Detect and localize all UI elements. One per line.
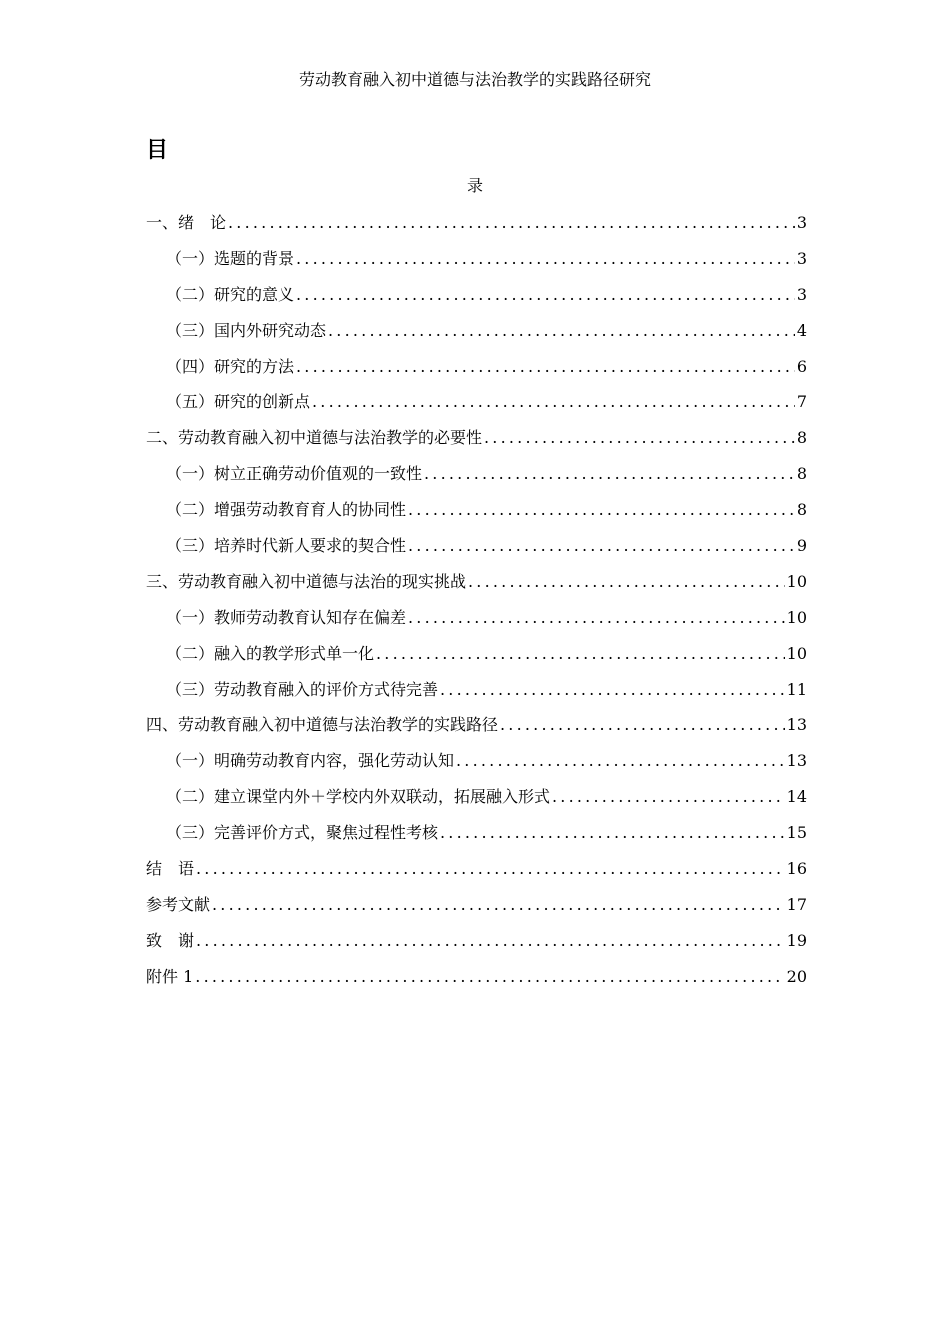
toc-entry[interactable] <box>146 929 807 965</box>
toc-entry[interactable] <box>146 713 807 749</box>
toc-entry-page: 7 <box>796 392 807 412</box>
toc-dot-leader <box>456 749 785 773</box>
toc-dot-leader <box>440 678 785 702</box>
table-of-contents <box>146 211 807 1001</box>
toc-entry-title: （三）培养时代新人要求的契合性 <box>166 536 407 556</box>
toc-dot-leader <box>328 319 795 343</box>
toc-dot-leader <box>500 713 785 737</box>
toc-entry-title: 附件 1 <box>146 966 194 986</box>
toc-dot-leader <box>408 606 785 630</box>
toc-entry-page: 20 <box>786 966 807 986</box>
toc-entry-page: 3 <box>796 284 807 304</box>
toc-entry-page: 9 <box>796 536 807 556</box>
toc-entry-title: （一）选题的背景 <box>166 248 295 268</box>
toc-entry-title: （二）研究的意义 <box>166 284 295 304</box>
toc-dot-leader <box>376 642 785 666</box>
toc-heading-part-1: 目 <box>146 137 169 163</box>
toc-dot-leader <box>408 534 795 558</box>
toc-dot-leader <box>296 355 795 379</box>
toc-entry-title: （三）完善评价方式，聚焦过程性考核 <box>166 823 439 843</box>
toc-entry-page: 14 <box>786 787 807 807</box>
toc-entry-title: 四、劳动教育融入初中道德与法治教学的实践路径 <box>146 715 499 735</box>
toc-entry-page: 8 <box>796 464 807 484</box>
toc-entry[interactable] <box>146 749 807 785</box>
toc-entry-page: 15 <box>786 823 807 843</box>
toc-entry[interactable] <box>146 462 807 498</box>
toc-entry-title: （一）明确劳动教育内容，强化劳动认知 <box>166 751 455 771</box>
toc-entry[interactable] <box>146 426 807 462</box>
toc-entry-page: 19 <box>786 930 807 950</box>
toc-entry-title: （一）教师劳动教育认知存在偏差 <box>166 607 407 627</box>
toc-entry-title: （三）国内外研究动态 <box>166 320 327 340</box>
toc-entry[interactable] <box>146 283 807 319</box>
toc-entry[interactable] <box>146 785 807 821</box>
toc-entry[interactable] <box>146 570 807 606</box>
toc-entry-page: 16 <box>786 859 807 879</box>
toc-entry-page: 3 <box>796 248 807 268</box>
toc-dot-leader <box>228 211 795 235</box>
toc-dot-leader <box>312 390 795 414</box>
toc-entry-title: 结 语 <box>146 859 195 879</box>
toc-entry[interactable] <box>146 642 807 678</box>
toc-entry[interactable] <box>146 355 807 391</box>
toc-entry-title: 二、劳动教育融入初中道德与法治教学的必要性 <box>146 428 483 448</box>
toc-dot-leader <box>212 893 785 917</box>
toc-entry-title: 一、绪 论 <box>146 213 227 232</box>
toc-entry-title: （二）融入的教学形式单一化 <box>166 643 375 663</box>
toc-entry[interactable] <box>146 606 807 642</box>
toc-entry[interactable] <box>146 821 807 857</box>
toc-entry[interactable] <box>146 893 807 929</box>
toc-entry-page: 8 <box>796 500 807 520</box>
toc-entry-page: 17 <box>786 894 807 914</box>
toc-dot-leader <box>424 462 795 486</box>
toc-dot-leader <box>468 570 785 594</box>
toc-entry-page: 11 <box>786 679 807 699</box>
toc-entry[interactable] <box>146 319 807 355</box>
toc-entry[interactable] <box>146 211 807 247</box>
toc-entry-title: （二）建立课堂内外＋学校内外双联动，拓展融入形式 <box>166 787 551 807</box>
toc-dot-leader <box>195 965 784 989</box>
toc-dot-leader <box>196 929 785 953</box>
toc-entry-page: 13 <box>786 751 807 771</box>
toc-entry-title: （一）树立正确劳动价值观的一致性 <box>166 464 423 484</box>
toc-entry[interactable] <box>146 965 807 1001</box>
toc-entry-title: 致 谢 <box>146 930 195 950</box>
toc-dot-leader <box>440 821 785 845</box>
toc-entry-page: 10 <box>786 607 807 627</box>
toc-entry-page: 8 <box>796 428 807 448</box>
toc-dot-leader <box>296 247 795 271</box>
toc-entry-page: 13 <box>786 715 807 735</box>
toc-dot-leader <box>296 283 795 307</box>
running-header: 劳动教育融入初中道德与法治教学的实践路径研究 <box>298 70 651 89</box>
toc-entry[interactable] <box>146 678 807 714</box>
toc-entry-title: （四）研究的方法 <box>166 356 295 376</box>
toc-entry[interactable] <box>146 498 807 534</box>
toc-dot-leader <box>552 785 785 809</box>
toc-entry-page: 10 <box>786 571 807 591</box>
toc-dot-leader <box>196 857 785 881</box>
toc-entry[interactable] <box>146 247 807 283</box>
toc-entry-title: （三）劳动教育融入的评价方式待完善 <box>166 679 439 699</box>
toc-entry-page: 6 <box>796 356 807 376</box>
toc-entry[interactable] <box>146 857 807 893</box>
toc-entry-page: 4 <box>796 320 807 340</box>
toc-dot-leader <box>408 498 795 522</box>
toc-entry[interactable] <box>146 390 807 426</box>
toc-entry-page: 3 <box>796 213 807 232</box>
toc-entry-page: 10 <box>786 643 807 663</box>
toc-entry-title: （五）研究的创新点 <box>166 392 311 412</box>
toc-entry-title: （二）增强劳动教育育人的协同性 <box>166 500 407 520</box>
toc-entry-title: 三、劳动教育融入初中道德与法治的现实挑战 <box>146 571 467 591</box>
toc-heading-part-2: 录 <box>466 176 483 195</box>
toc-dot-leader <box>484 426 795 450</box>
toc-entry-title: 参考文献 <box>146 894 211 914</box>
toc-entry[interactable] <box>146 534 807 570</box>
